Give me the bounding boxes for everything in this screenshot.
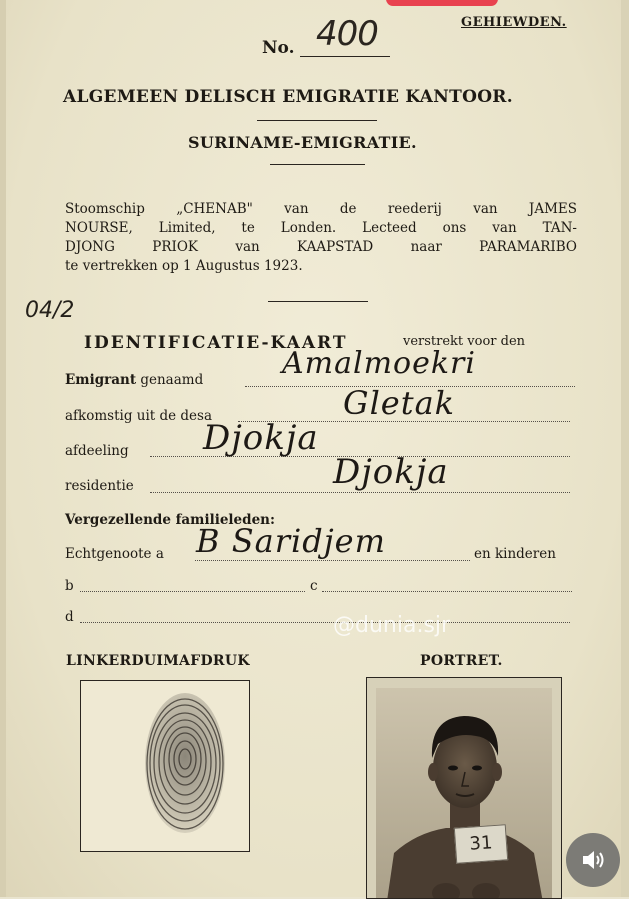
number-underline [300, 56, 390, 57]
notification-pill [386, 0, 498, 6]
thumbprint-box [80, 680, 250, 852]
child-d-label: d [65, 609, 74, 625]
page-edge-left [0, 0, 6, 897]
residency-dotted-line [150, 492, 570, 494]
child-b-dotted-line [80, 591, 305, 593]
child-c-dotted-line [322, 591, 572, 593]
child-b-label: b [65, 578, 74, 594]
spouse-label: Echtgenoote a [65, 546, 164, 562]
thumbprint-label: LINKERDUIMAFDRUK [66, 653, 250, 669]
emigrant-label [65, 372, 203, 388]
thumbprint-image [141, 691, 229, 841]
stamp-text: GEHIEWDEN. [461, 15, 567, 30]
title-rule-1 [257, 120, 377, 121]
spouse-handwritten: B Saridjem [196, 522, 386, 560]
volume-button[interactable] [566, 833, 620, 887]
paragraph-line: NOURSE, Limited, te Londen. Lecteed ons van TAN- [65, 220, 577, 236]
office-title: ALGEMEEN DELISCH EMIGRATIE KANTOOR. [63, 87, 513, 107]
office-subtitle: SURINAME-EMIGRATIE. [188, 133, 417, 152]
id-card-suffix: verstrekt voor den [403, 334, 526, 349]
paragraph-line: Stoomschip „CHENAB" van de reederij van JAMES [65, 201, 577, 217]
children-label: en kinderen [474, 546, 556, 562]
id-card-title: IDENTIFICATIE-KAART [84, 333, 348, 353]
portrait-photo [376, 688, 552, 899]
paragraph-line: te vertrekken op 1 Augustus 1923. [65, 258, 303, 274]
ship-paragraph [65, 200, 577, 276]
emigrant-name-handwritten: Amalmoekri [282, 346, 476, 381]
residency-label: residentie [65, 478, 134, 494]
portrait-frame [366, 677, 562, 899]
residency-handwritten: Djokja [333, 452, 449, 492]
child-d-dotted-line [80, 622, 570, 624]
division-handwritten: Djokja [203, 418, 319, 458]
family-heading: Vergezellende familieleden: [65, 512, 275, 528]
origin-handwritten: Gletak [343, 384, 456, 422]
emigrant-label-bold: Emigrant [65, 372, 137, 388]
paragraph-rule [268, 301, 368, 302]
division-label: afdeeling [65, 443, 129, 459]
number-label: No. [262, 38, 295, 58]
emigrant-label-rest: genaamd [136, 372, 204, 388]
paragraph-line: DJONG PRIOK van KAAPSTAD naar PARAMARIBO [65, 239, 577, 255]
volume-icon [580, 848, 606, 872]
child-c-label: c [310, 578, 318, 594]
portrait-number-card: 31 [454, 824, 508, 864]
watermark-text: @dunia.sjr [333, 613, 451, 638]
number-handwritten-value: 400 [316, 14, 378, 54]
portrait-label: PORTRET. [420, 653, 503, 669]
page-edge-right [621, 0, 629, 897]
spouse-dotted-line [195, 560, 470, 562]
title-rule-2 [270, 164, 365, 165]
origin-label: afkomstig uit de desa [65, 408, 213, 424]
margin-handwritten-note: 04/2 [25, 298, 75, 323]
